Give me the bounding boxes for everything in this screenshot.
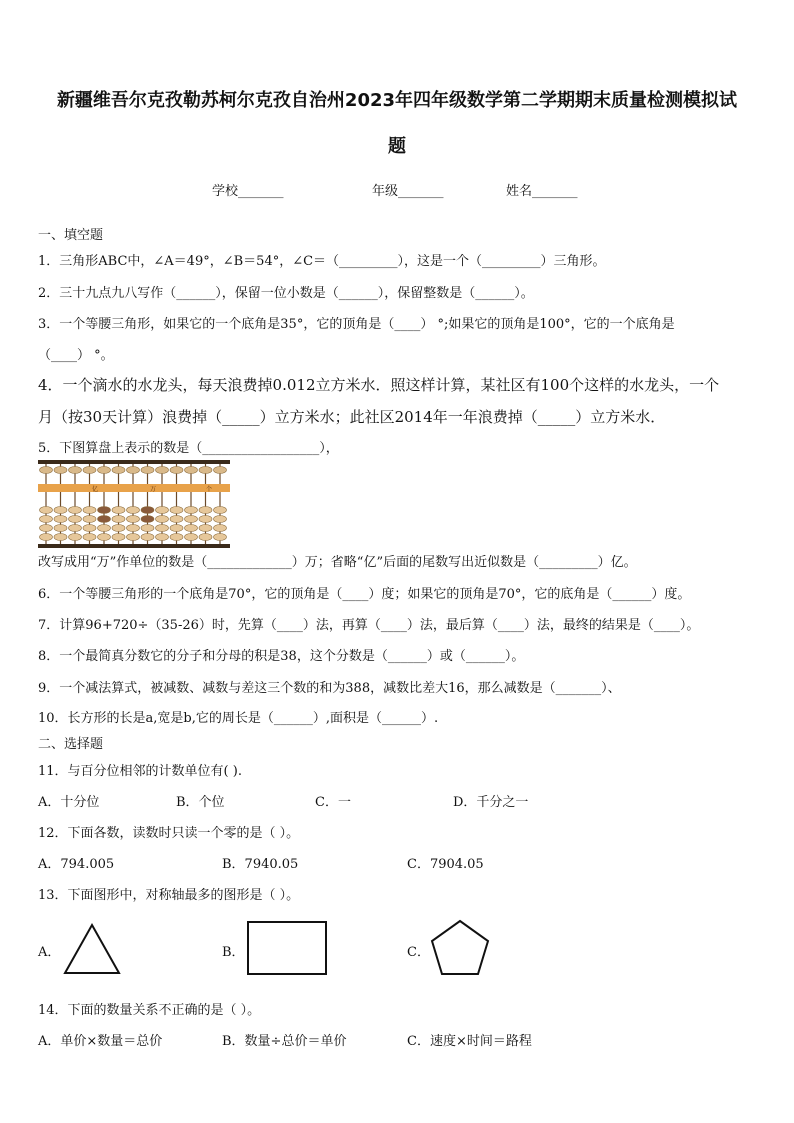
question-4-line2: 月（按30天计算）浪费掉（_____）立方米水；此社区2014年一年浪费掉（_____）立方米水． <box>38 408 666 426</box>
abacus-bead <box>199 507 212 514</box>
abacus-bead <box>185 534 198 541</box>
abacus-bead <box>83 534 96 541</box>
abacus-bead <box>69 507 82 514</box>
abacus-bead <box>69 467 82 474</box>
abacus-bead <box>199 534 212 541</box>
school-field: 学校_______ <box>212 184 284 199</box>
abacus-bead <box>69 525 82 532</box>
question-7: 7．计算96+720÷（35-26）时，先算（____）法，再算（____）法，最后算（____）法，最终的结果是（____）。 <box>38 618 700 633</box>
q11-option-a: A．十分位 <box>38 795 100 810</box>
exam-title-line2: 题 <box>388 136 406 157</box>
abacus-bead <box>170 467 183 474</box>
abacus-bead <box>185 507 198 514</box>
question-9: 9．一个减法算式，被减数、减数与差这三个数的和为388，减数比差大16，那么减数是（_______）、 <box>38 681 621 696</box>
q12-option-b: B．7940.05 <box>222 857 299 872</box>
abacus-bead <box>127 516 140 523</box>
abacus-bead <box>170 507 183 514</box>
abacus-bead <box>98 525 111 532</box>
q14-option-c: C．速度×时间＝路程 <box>407 1034 532 1049</box>
abacus-bead <box>141 507 154 514</box>
abacus-bead <box>83 525 96 532</box>
abacus-bead <box>156 507 169 514</box>
question-4-line1: 4．一个滴水的水龙头，每天浪费掉0.012立方米水．照这样计算，某社区有100个这样的水龙头，一个 <box>38 376 720 394</box>
abacus-bead <box>170 525 183 532</box>
abacus-bead <box>98 534 111 541</box>
abacus-bead <box>98 507 111 514</box>
abacus-bead <box>127 507 140 514</box>
abacus-bead <box>54 467 67 474</box>
abacus-bead <box>54 516 67 523</box>
abacus-bead <box>112 467 125 474</box>
abacus-bead <box>69 534 82 541</box>
abacus-bead <box>83 467 96 474</box>
question-8: 8．一个最简真分数它的分子和分母的积是38，这个分数是（______）或（______）。 <box>38 649 525 664</box>
abacus-bead <box>112 525 125 532</box>
question-3-line1: 3．一个等腰三角形，如果它的一个底角是35°，它的顶角是（____） °;如果它的顶角是100°，它的一个底角是 <box>38 317 675 332</box>
abacus-bead <box>40 467 53 474</box>
abacus-bead <box>185 467 198 474</box>
question-1: 1．三角形ABC中，∠A＝49°，∠B＝54°，∠C＝（_________），这是一个（_________）三角形。 <box>38 254 606 269</box>
abacus-bead <box>141 516 154 523</box>
abacus-bead <box>199 467 212 474</box>
abacus-bead <box>185 525 198 532</box>
question-5-part2: 改写成用“万”作单位的数是（_____________）万；省略“亿”后面的尾数写出近似数是（_________）亿。 <box>38 555 637 570</box>
q12-option-c: C．7904.05 <box>407 857 484 872</box>
grade-field: 年级_______ <box>372 184 444 199</box>
abacus-bead <box>156 534 169 541</box>
q14-option-b: B．数量÷总价＝单价 <box>222 1034 347 1049</box>
rectangle-shape <box>246 920 328 976</box>
abacus-bead <box>156 467 169 474</box>
question-5: 5．下图算盘上表示的数是（__________________）， <box>38 441 339 456</box>
abacus-bead <box>54 507 67 514</box>
abacus-bead <box>156 516 169 523</box>
q13-option-c: C． <box>407 945 430 960</box>
q12-option-a: A．794.005 <box>38 857 115 872</box>
abacus-bead <box>214 516 227 523</box>
question-2: 2．三十九点九八写作（______），保留一位小数是（______），保留整数是（______）。 <box>38 286 534 301</box>
abacus-bead <box>40 507 53 514</box>
question-3-line2: （____） °。 <box>38 348 114 363</box>
abacus-bead <box>141 525 154 532</box>
abacus-bead <box>112 516 125 523</box>
abacus-label-yi: 亿 <box>92 486 99 493</box>
question-10: 10．长方形的长是a,宽是b,它的周长是（______）,面积是（______）. <box>38 711 439 726</box>
q14-option-a: A．单价×数量＝总价 <box>38 1034 163 1049</box>
question-11: 11．与百分位相邻的计数单位有( ). <box>38 764 242 779</box>
abacus-bead <box>214 525 227 532</box>
name-field: 姓名_______ <box>506 184 578 199</box>
section-choice: 二、选择题 <box>38 737 104 752</box>
exam-title-line1: 新疆维吾尔克孜勒苏柯尔克孜自治州2023年四年级数学第二学期期末质量检测模拟试 <box>56 90 738 111</box>
abacus-bead <box>170 516 183 523</box>
abacus-bead <box>112 534 125 541</box>
abacus-bead <box>214 507 227 514</box>
abacus-bead <box>185 516 198 523</box>
abacus-bead <box>69 516 82 523</box>
abacus-bead <box>83 507 96 514</box>
abacus-bead <box>199 525 212 532</box>
triangle-shape <box>62 922 122 976</box>
abacus-label-ge: 个 <box>206 486 213 493</box>
abacus-bead <box>127 467 140 474</box>
abacus-bead <box>156 525 169 532</box>
question-14: 14．下面的数量关系不正确的是（ ）。 <box>38 1003 261 1018</box>
abacus-bead <box>127 525 140 532</box>
abacus-bead <box>214 467 227 474</box>
q11-option-c: C．一 <box>315 795 351 810</box>
abacus-label-wan: 万 <box>150 486 157 493</box>
section-fill-blank: 一、填空题 <box>38 228 104 243</box>
abacus-bead <box>83 516 96 523</box>
abacus-bead <box>98 516 111 523</box>
abacus-bead <box>170 534 183 541</box>
q11-option-d: D．千分之一 <box>453 795 529 810</box>
abacus-bead <box>214 534 227 541</box>
abacus-bead <box>127 534 140 541</box>
abacus-bead <box>141 467 154 474</box>
abacus-bead <box>98 467 111 474</box>
pentagon-shape <box>428 918 492 978</box>
abacus-bead <box>40 516 53 523</box>
abacus-bead <box>141 534 154 541</box>
exam-title <box>30 78 764 170</box>
abacus-image <box>38 460 230 548</box>
abacus-bead <box>199 516 212 523</box>
abacus-bead <box>40 534 53 541</box>
q13-option-b: B． <box>222 945 245 960</box>
question-13: 13．下面图形中，对称轴最多的图形是（ ）。 <box>38 888 300 903</box>
abacus-bead <box>112 507 125 514</box>
q11-option-b: B．个位 <box>176 795 225 810</box>
q13-option-a: A． <box>38 945 61 960</box>
abacus-bead <box>54 525 67 532</box>
abacus-bead <box>54 534 67 541</box>
question-6: 6．一个等腰三角形的一个底角是70°，它的顶角是（____）度；如果它的顶角是70°，它的底角是（______）度。 <box>38 587 691 602</box>
question-12: 12．下面各数，读数时只读一个零的是（ ）。 <box>38 826 300 841</box>
abacus-bead <box>40 525 53 532</box>
